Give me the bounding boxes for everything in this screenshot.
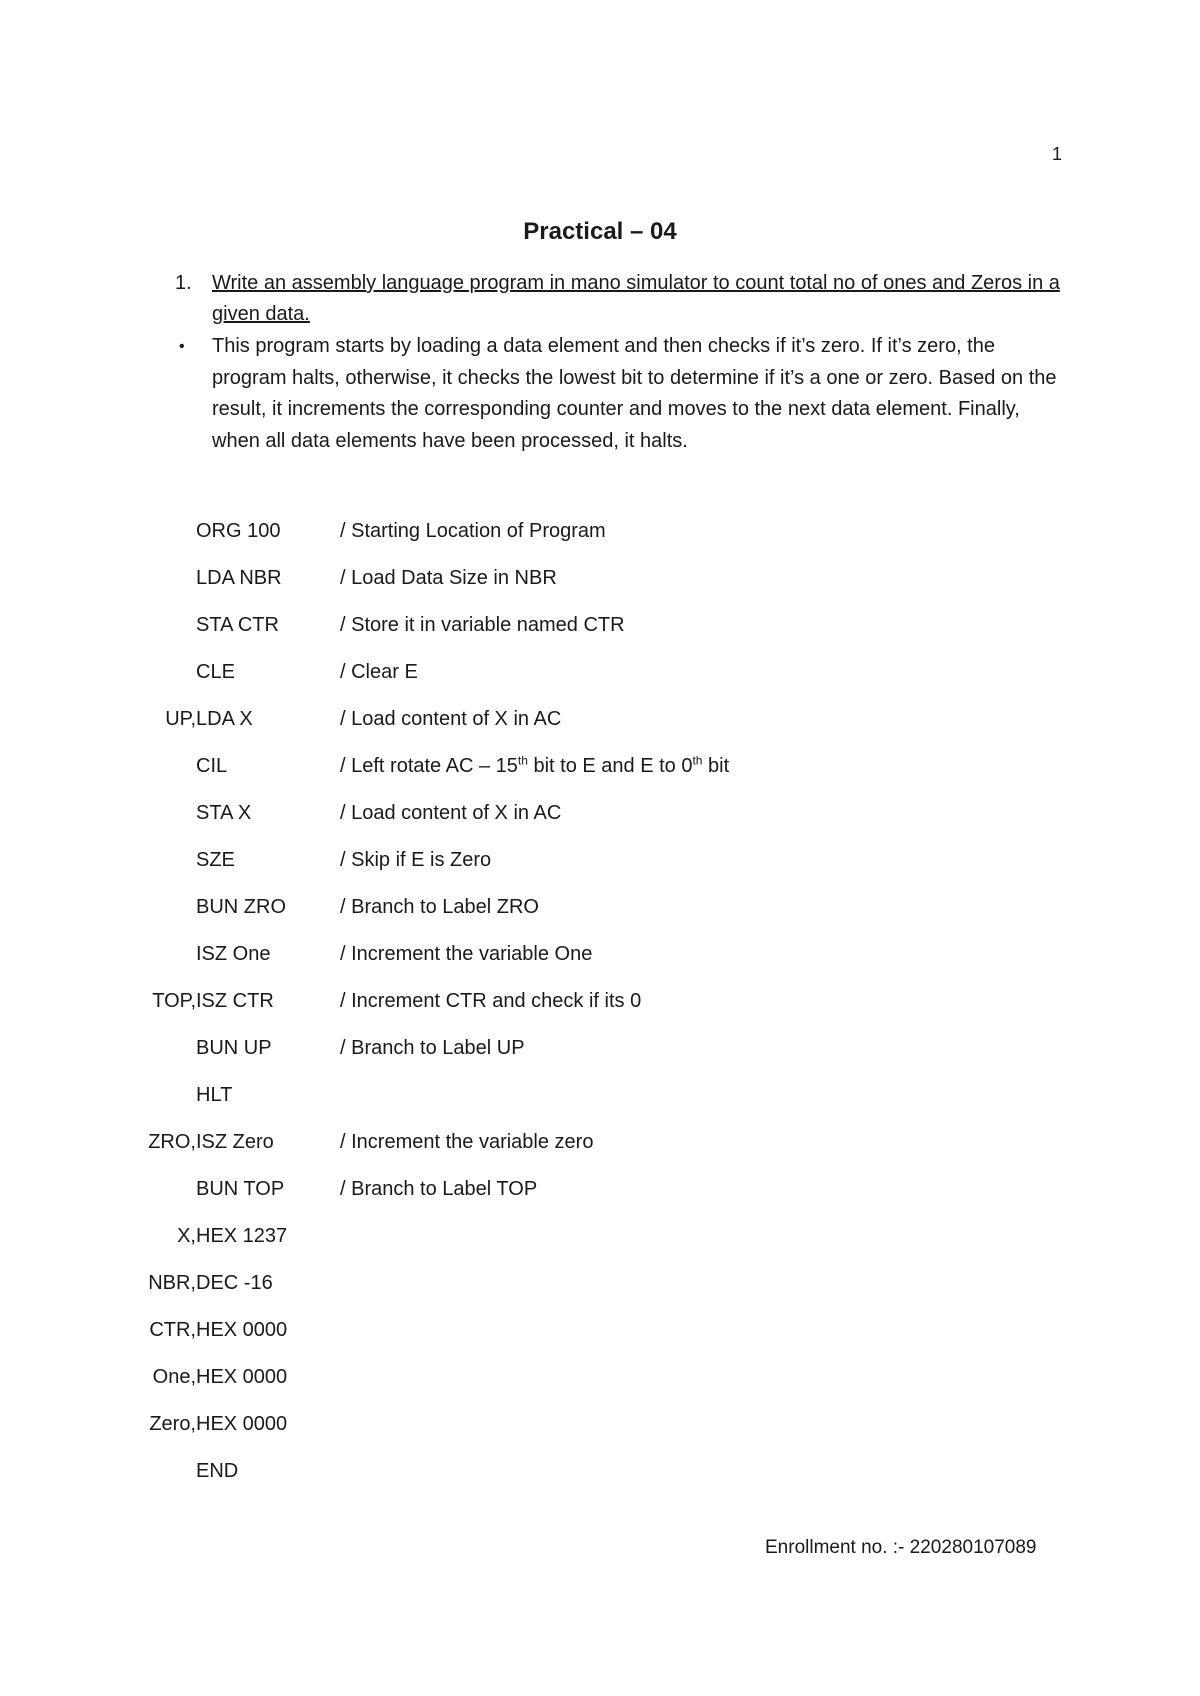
code-line — [0, 896, 1200, 926]
code-instruction: HEX 1237 — [196, 1225, 288, 1247]
code-comment: / Skip if E is Zero — [340, 849, 492, 871]
code-line — [0, 520, 1200, 550]
code-line — [0, 661, 1200, 691]
code-comment: / Branch to Label ZRO — [340, 896, 539, 918]
code-comment: / Branch to Label TOP — [340, 1178, 538, 1200]
code-instruction: SZE — [196, 849, 235, 871]
code-comment: / Load content of X in AC — [340, 708, 562, 730]
code-comment: / Branch to Label UP — [340, 1037, 525, 1059]
code-label: CTR, — [149, 1319, 196, 1341]
description-text: This program starts by loading a data element and then checks if it’s zero. If it’s zero, the program halts, otherwise, it checks the lowest bit to determine if it’s a one or zero. Based on the result, it increments the corresponding counter and moves to the next data element. Finally, when all data elements have been processed, it halts. — [212, 335, 1057, 452]
code-instruction: DEC -16 — [196, 1272, 273, 1294]
code-label: TOP, — [152, 990, 196, 1012]
code-line — [0, 1037, 1200, 1067]
code-line — [0, 849, 1200, 879]
code-instruction: HLT — [196, 1084, 233, 1106]
code-instruction: BUN UP — [196, 1037, 272, 1059]
code-comment: / Increment the variable One — [340, 943, 593, 965]
bullet-icon: • — [179, 338, 185, 355]
code-line — [0, 614, 1200, 644]
code-instruction: STA X — [196, 802, 252, 824]
code-label: NBR, — [148, 1272, 196, 1294]
code-instruction: BUN TOP — [196, 1178, 285, 1200]
description-bullet — [175, 331, 1070, 457]
code-line — [0, 990, 1200, 1020]
code-line — [0, 1272, 1200, 1302]
code-comment: / Store it in variable named CTR — [340, 614, 625, 636]
code-label: ZRO, — [148, 1131, 196, 1153]
code-label: Zero, — [149, 1413, 196, 1435]
question-number: 1. — [175, 272, 192, 294]
code-line — [0, 1131, 1200, 1161]
code-line — [0, 1225, 1200, 1255]
code-line — [0, 567, 1200, 597]
code-instruction: ISZ CTR — [196, 990, 274, 1012]
comment-fragment: bit to E and E to 0 — [527, 755, 693, 777]
code-comment: / Increment the variable zero — [340, 1131, 594, 1153]
code-comment — [340, 755, 729, 778]
code-instruction: BUN ZRO — [196, 896, 286, 918]
question-text: Write an assembly language program in mano simulator to count total no of ones and Zeros in a given data. — [212, 272, 1060, 325]
code-instruction: ORG 100 — [196, 520, 281, 542]
code-comment: / Starting Location of Program — [340, 520, 606, 542]
code-instruction: HEX 0000 — [196, 1413, 288, 1435]
code-instruction: LDA X — [196, 708, 253, 730]
code-instruction: STA CTR — [196, 614, 279, 636]
code-instruction: ISZ One — [196, 943, 271, 965]
code-instruction: ISZ Zero — [196, 1131, 274, 1153]
enrollment-footer: Enrollment no. :- 220280107089 — [765, 1537, 1037, 1558]
code-instruction: LDA NBR — [196, 567, 282, 589]
code-comment: / Increment CTR and check if its 0 — [340, 990, 642, 1012]
code-label: X, — [177, 1225, 196, 1247]
code-comment: / Clear E — [340, 661, 418, 683]
code-instruction: END — [196, 1460, 239, 1482]
code-line — [0, 755, 1200, 785]
code-line — [0, 943, 1200, 973]
code-comment: / Load content of X in AC — [340, 802, 562, 824]
code-label: One, — [152, 1366, 196, 1388]
code-line — [0, 802, 1200, 832]
code-line — [0, 1319, 1200, 1349]
code-label: UP, — [165, 708, 196, 730]
code-line — [0, 1178, 1200, 1208]
code-instruction: CLE — [196, 661, 235, 683]
code-line — [0, 1084, 1200, 1114]
code-line — [0, 1413, 1200, 1443]
code-line — [0, 1460, 1200, 1490]
code-instruction: CIL — [196, 755, 228, 777]
comment-fragment: / Left rotate AC – 15 — [340, 755, 518, 777]
comment-fragment: bit — [702, 755, 730, 777]
question — [175, 268, 1075, 330]
code-line — [0, 708, 1200, 738]
page-title: Practical – 04 — [523, 218, 677, 245]
code-comment: / Load Data Size in NBR — [340, 567, 557, 589]
code-line — [0, 1366, 1200, 1396]
code-instruction: HEX 0000 — [196, 1319, 288, 1341]
superscript: th — [692, 753, 703, 768]
page-number: 1 — [1052, 144, 1063, 164]
superscript: th — [517, 753, 528, 768]
code-instruction: HEX 0000 — [196, 1366, 288, 1388]
